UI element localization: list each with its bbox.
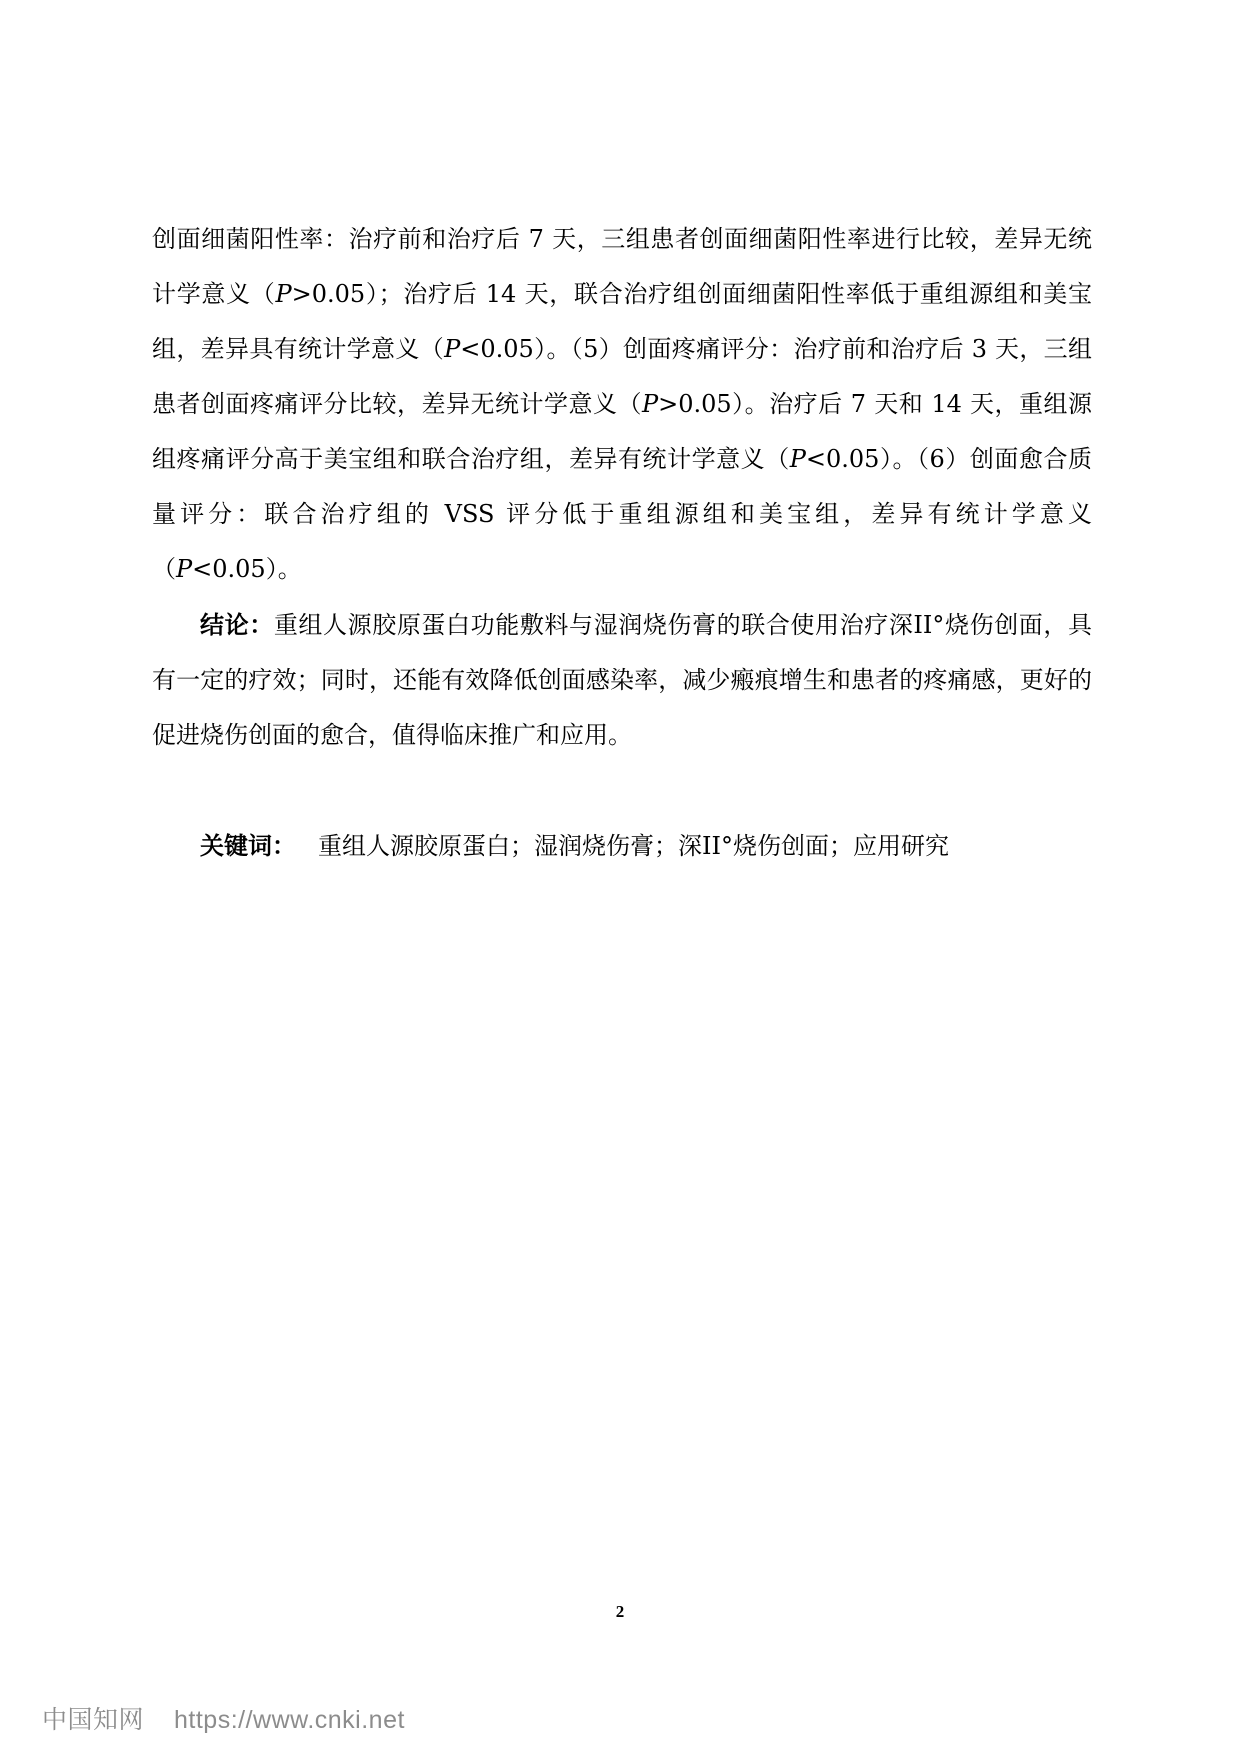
results-text-2: >0.05）；治疗后 14 天，联合治疗组创面细菌阳性率低于重组源组和美宝组，差异具有统计学意义（ xyxy=(152,280,1092,363)
p-value-symbol: P xyxy=(275,280,292,308)
results-paragraph xyxy=(152,212,1092,597)
page-body xyxy=(152,212,1092,874)
results-text-4: >0.05）。治疗后 7 天和 14 天，重组源组疼痛评分高于美宝组和联合治疗组，差异有统计学意义（ xyxy=(152,390,1092,473)
p-value-symbol: P xyxy=(176,555,193,583)
keywords-text: 重组人源胶原蛋白；湿润烧伤膏；深II°烧伤创面；应用研究 xyxy=(318,832,949,860)
conclusion-text: 重组人源胶原蛋白功能敷料与湿润烧伤膏的联合使用治疗深II°烧伤创面，具有一定的疗效；同时，还能有效降低创面感染率，减少瘢痕增生和患者的疼痛感，更好的促进烧伤创面的愈合，值得临床推广和应用。 xyxy=(152,611,1092,749)
p-value-symbol: P xyxy=(641,390,659,418)
page-number: 2 xyxy=(615,1602,625,1621)
p-value-symbol: P xyxy=(789,445,806,473)
conclusion-label: 结论： xyxy=(200,610,274,639)
keywords-paragraph xyxy=(152,818,1092,874)
keywords-label: 关键词： xyxy=(200,831,296,860)
results-text-6: <0.05）。 xyxy=(192,555,302,583)
p-value-symbol: P xyxy=(444,335,461,363)
results-text-5: <0.05）。（6）创面愈合质量评分：联合治疗组的 VSS 评分低于重组源组和美宝组，差异有统计学意义（ xyxy=(152,445,1092,583)
watermark-url: https://www.cnki.net xyxy=(174,1706,405,1734)
conclusion-paragraph xyxy=(152,597,1092,763)
watermark-brand: 中国知网 xyxy=(42,1706,145,1734)
results-text-1: 创面细菌阳性率：治疗前和治疗后 7 天，三组患者创面细菌阳性率进行比较，差异无统计学意义（ xyxy=(152,225,1092,308)
results-text-3: <0.05）。（5）创面疼痛评分：治疗前和治疗后 3 天，三组患者创面疼痛评分比较，差异无统计学意义（ xyxy=(152,335,1093,418)
cnki-watermark xyxy=(42,1700,405,1736)
